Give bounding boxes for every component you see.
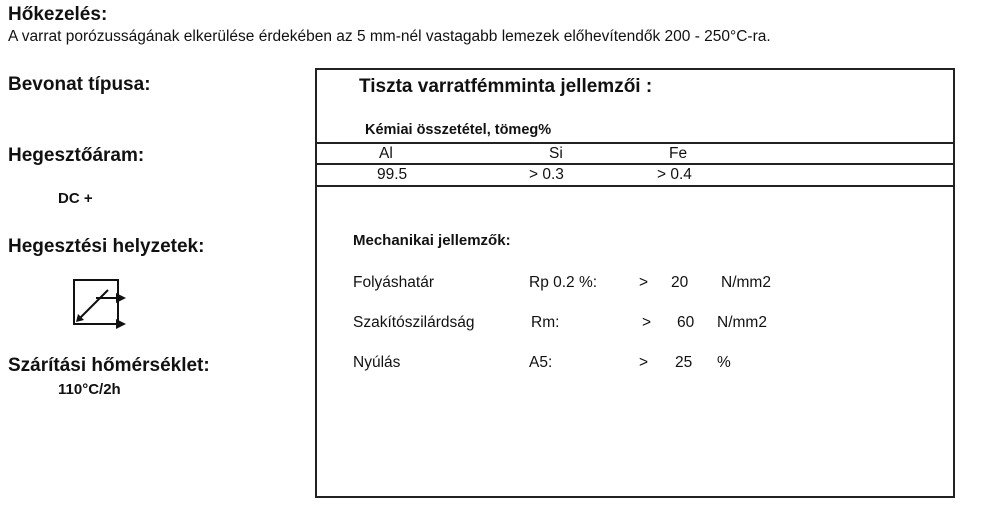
coating-type-label: Bevonat típusa: (8, 74, 151, 95)
chem-header-fe: Fe (669, 145, 688, 162)
welding-position-icon (72, 278, 128, 330)
table-rule-mid (317, 163, 953, 165)
mech-row-value: 20 (671, 274, 689, 291)
chem-value-fe: > 0.4 (657, 166, 692, 183)
mech-row-name: Folyáshatár (353, 274, 434, 291)
chem-header-al: Al (379, 145, 393, 162)
mech-row-value: 60 (677, 314, 695, 331)
mech-row-symbol: A5: (529, 354, 553, 371)
heat-treatment-title: Hőkezelés: (8, 4, 108, 25)
mech-row-name: Szakítószilárdság (353, 314, 475, 331)
chemical-composition-title: Kémiai összetétel, tömeg% (365, 122, 552, 138)
mech-row-value: 25 (675, 354, 693, 371)
mechanical-properties-title: Mechanikai jellemzők: (353, 232, 511, 249)
drying-temperature-value: 110°C/2h (58, 381, 121, 398)
mech-row-unit: N/mm2 (721, 274, 771, 291)
mech-row-operator: > (639, 274, 649, 291)
drying-temperature-label: Szárítási hőmérséklet: (8, 355, 210, 376)
chem-header-si: Si (549, 145, 563, 162)
mech-row-unit: % (717, 354, 731, 371)
mech-row-unit: N/mm2 (717, 314, 767, 331)
table-rule-bottom (317, 185, 953, 187)
table-rule-top (317, 142, 953, 144)
mech-row-operator: > (642, 314, 652, 331)
mech-row-operator: > (639, 354, 649, 371)
panel-title: Tiszta varratfémminta jellemzői : (359, 76, 653, 97)
mech-row-symbol: Rp 0.2 %: (529, 274, 598, 291)
welding-current-label: Hegesztőáram: (8, 145, 145, 166)
chem-value-si: > 0.3 (529, 166, 564, 183)
welding-positions-label: Hegesztési helyzetek: (8, 236, 205, 257)
mech-row-symbol: Rm: (531, 314, 560, 331)
mech-row-name: Nyúlás (353, 354, 401, 371)
weld-metal-properties-panel (315, 68, 955, 498)
chem-value-al: 99.5 (377, 166, 408, 183)
heat-treatment-text: A varrat porózusságának elkerülése érdekében az 5 mm-nél vastagabb lemezek előhevítendők 200 - 250°C-ra. (8, 28, 771, 45)
welding-current-value: DC + (58, 190, 93, 207)
